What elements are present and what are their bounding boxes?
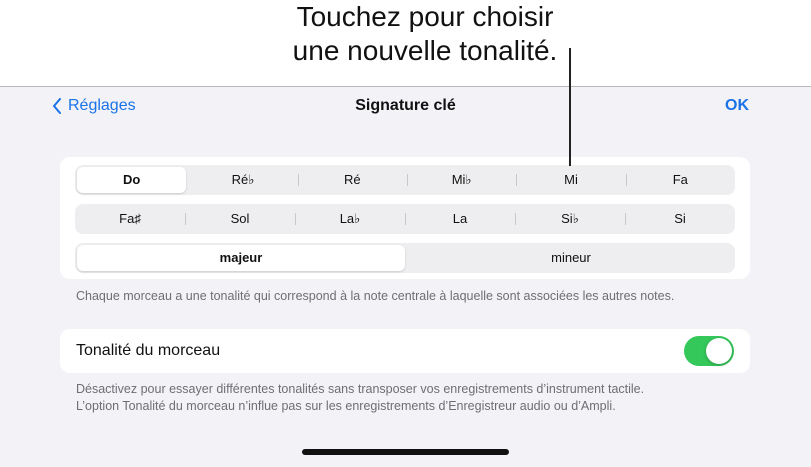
key-si-flat[interactable]: Si♭ <box>515 206 625 232</box>
key-mi[interactable]: Mi <box>516 167 625 193</box>
callout-text <box>200 0 650 68</box>
key-sol[interactable]: Sol <box>185 206 295 232</box>
song-key-description-line-2: L’option Tonalité du morceau n’influe pas sur les enregistrements d’Enregistreur audio ou d’Ampli. <box>76 399 616 413</box>
toggle-knob <box>706 338 732 364</box>
page-title: Signature clé <box>355 97 456 114</box>
key-row-2 <box>75 204 735 234</box>
mode-selector <box>75 243 735 273</box>
key-fa[interactable]: Fa <box>626 167 735 193</box>
key-do[interactable]: Do <box>77 167 186 193</box>
home-indicator[interactable] <box>302 449 509 455</box>
key-signature-screen <box>0 86 811 467</box>
key-re-flat[interactable]: Ré♭ <box>231 172 255 187</box>
key-mi-flat[interactable]: Mi♭ <box>407 167 516 193</box>
callout-line-2: une nouvelle tonalité. <box>292 35 558 66</box>
mode-majeur[interactable]: majeur <box>77 245 405 271</box>
callout <box>0 0 811 86</box>
song-key-toggle[interactable] <box>684 336 734 366</box>
mode-mineur[interactable]: mineur <box>551 250 591 265</box>
callout-line-1: Touchez pour choisir <box>296 1 554 32</box>
key-la-flat[interactable]: La♭ <box>295 206 405 232</box>
key-selector-card <box>60 157 750 279</box>
callout-pointer-line <box>569 48 571 166</box>
key-description: Chaque morceau a une tonalité qui correspond à la note centrale à laquelle sont associées les autres notes. <box>76 289 675 303</box>
song-key-description <box>76 381 644 415</box>
ok-button[interactable]: OK <box>725 97 749 114</box>
key-la[interactable]: La <box>405 206 515 232</box>
key-row-1 <box>75 165 735 195</box>
song-key-description-line-1: Désactivez pour essayer différentes tonalités sans transposer vos enregistrements d’instrument tactile. <box>76 382 645 396</box>
key-re[interactable]: Ré <box>298 167 407 193</box>
key-fa-sharp[interactable]: Fa♯ <box>119 211 141 226</box>
key-si[interactable]: Si <box>625 206 735 232</box>
back-label: Réglages <box>68 97 136 114</box>
song-key-label: Tonalité du morceau <box>76 342 221 359</box>
song-key-card <box>60 329 750 373</box>
